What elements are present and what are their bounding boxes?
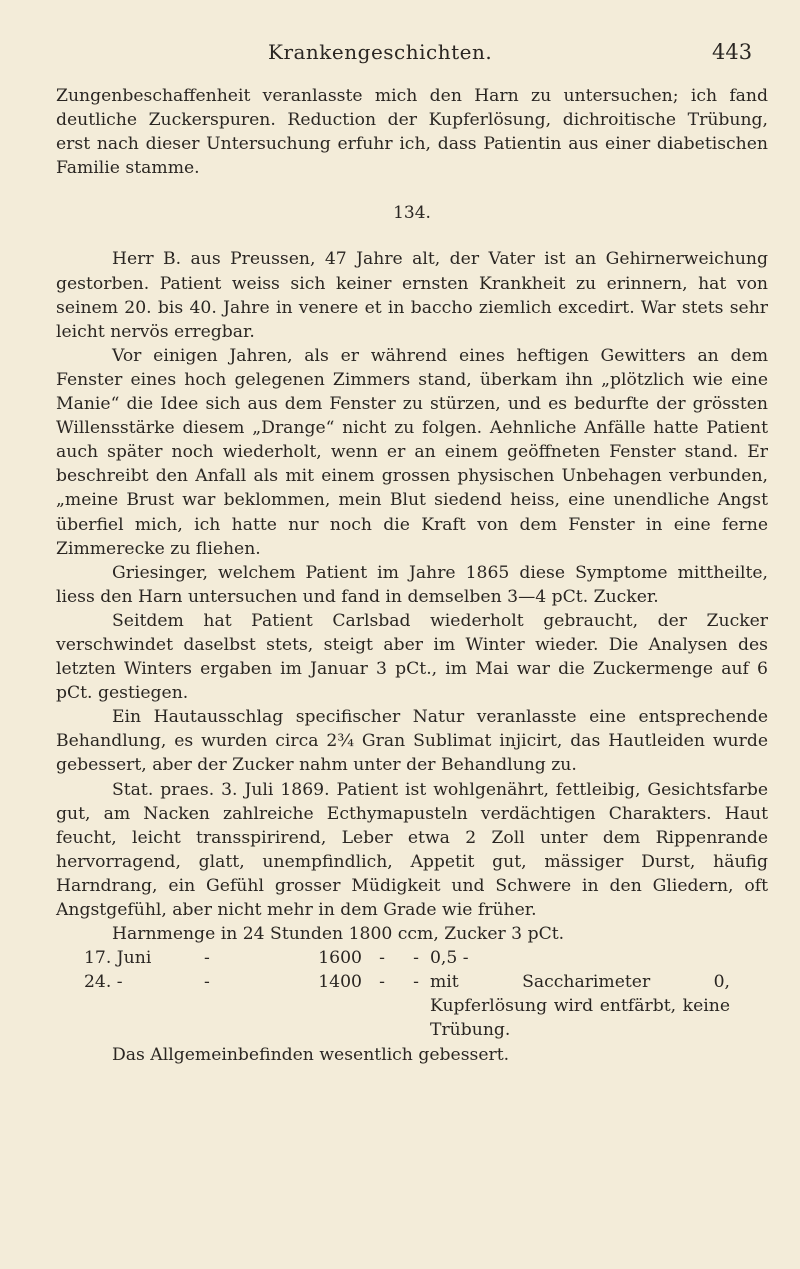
cell-ditto: - xyxy=(413,972,419,993)
paragraph-griesinger: Griesinger, welchem Patient im Jahre 1865 diese Symptome mittheilte, liess den Harn untersuchen und fand in demselben 3—4 pCt. Zucker. xyxy=(56,562,768,607)
cell-ditto: - xyxy=(413,948,419,969)
cell-date: 17. Juni xyxy=(84,948,152,969)
cell-sugar: mit Saccharimeter 0, Kupferlösung wird entfärbt, keine Trübung. xyxy=(430,972,730,1041)
paragraph-carlsbad: Seitdem hat Patient Carlsbad wiederholt gebraucht, der Zucker verschwindet daselbst stets, steigt aber im Winter wieder. Die Analysen des letzten Winters ergaben im Januar 3 pCt., im Mai war die Zuckermenge auf 6 pCt. gestiegen. xyxy=(56,610,768,704)
page-number: 443 xyxy=(712,40,753,64)
paragraph-case-intro: Herr B. aus Preussen, 47 Jahre alt, der Vater ist an Gehirnerweichung gestorben. Patient weiss sich keiner ernsten Krankheit zu erinnern, hat von seinem 20. bis 40. Jahre in venere et in baccho ziemlich excedirt. War stets sehr leicht nervös erregbar. xyxy=(56,249,768,342)
paragraph-continuation: Zungenbeschaffenheit veranlasste mich den Harn zu untersuchen; ich fand deutliche Zuckerspuren. Reduction der Kupferlösung, dichroitische Trübung, erst nach dieser Untersuchung erfuhr ich, dass Patientin aus einer diabetischen Familie stamme. xyxy=(56,86,768,179)
running-header xyxy=(0,40,800,80)
table-row xyxy=(56,970,730,1042)
paragraph-treatment: Ein Hautausschlag specifischer Natur veranlasste eine entsprechende Behandlung, es wurden circa 2¾ Gran Sublimat injicirt, das Hautleiden wurde gebessert, aber der Zucker nahm unter der Behandlung zu. xyxy=(56,707,768,776)
cell-ditto: - xyxy=(379,972,385,993)
cell-volume: 1600 xyxy=(318,948,362,969)
body-text xyxy=(56,84,768,1067)
cell-date: 24. - xyxy=(84,972,123,993)
running-head-title: Krankengeschichten. xyxy=(268,40,493,64)
paragraph-urine-amount: Harnmenge in 24 Stunden 1800 ccm, Zucker 3 pCt. xyxy=(112,924,565,945)
cell-ditto: - xyxy=(379,948,385,969)
cell-volume: 1400 xyxy=(318,972,362,993)
cell-sugar: 0,5 - xyxy=(430,948,469,969)
cell-ditto: - xyxy=(204,948,210,969)
paragraph-status-praesens: Stat. praes. 3. Juli 1869. Patient ist wohlgenährt, fettleibig, Gesichtsfarbe gut, am Nacken zahlreiche Ecthymapusteln verdächtigen Charakters. Haut feucht, leicht transspirirend, Leber etwa 2 Zoll unter dem Rippenrande hervorragend, glatt, unempfindlich, Appetit gut, mässiger Durst, häufig Harndrang, ein Gefühl grosser Müdigkeit und Schwere in den Gliedern, oft Angstgefühl, aber nicht mehr in dem Grade wie früher. xyxy=(56,779,768,920)
cell-ditto: - xyxy=(204,972,210,993)
paragraph-attacks: Vor einigen Jahren, als er während eines heftigen Gewitters an dem Fenster eines hoch gelegenen Zimmers stand, überkam ihn „plötzlich wie eine Manie“ die Idee sich aus dem Fenster zu stürzen, und es bedurfte der grössten Willensstärke diesem „Drange“ nicht zu folgen. Aehnliche Anfälle hatte Patient auch später noch wiederholt, wenn er an einem geöffneten Fenster stand. Er beschreibt den Anfall als mit einem grossen physischen Unbehagen verbunden, „meine Brust war beklommen, mein Blut siedend heiss, eine unendliche Angst überfiel mich, ich hatte nur noch die Kraft von dem Fenster in eine ferne Zimmerecke zu fliehen. xyxy=(56,345,768,559)
paragraph-final: Das Allgemeinbefinden wesentlich gebessert. xyxy=(112,1044,510,1065)
urine-table xyxy=(56,946,730,1042)
table-row xyxy=(56,946,730,970)
case-number: 134. xyxy=(393,203,431,224)
